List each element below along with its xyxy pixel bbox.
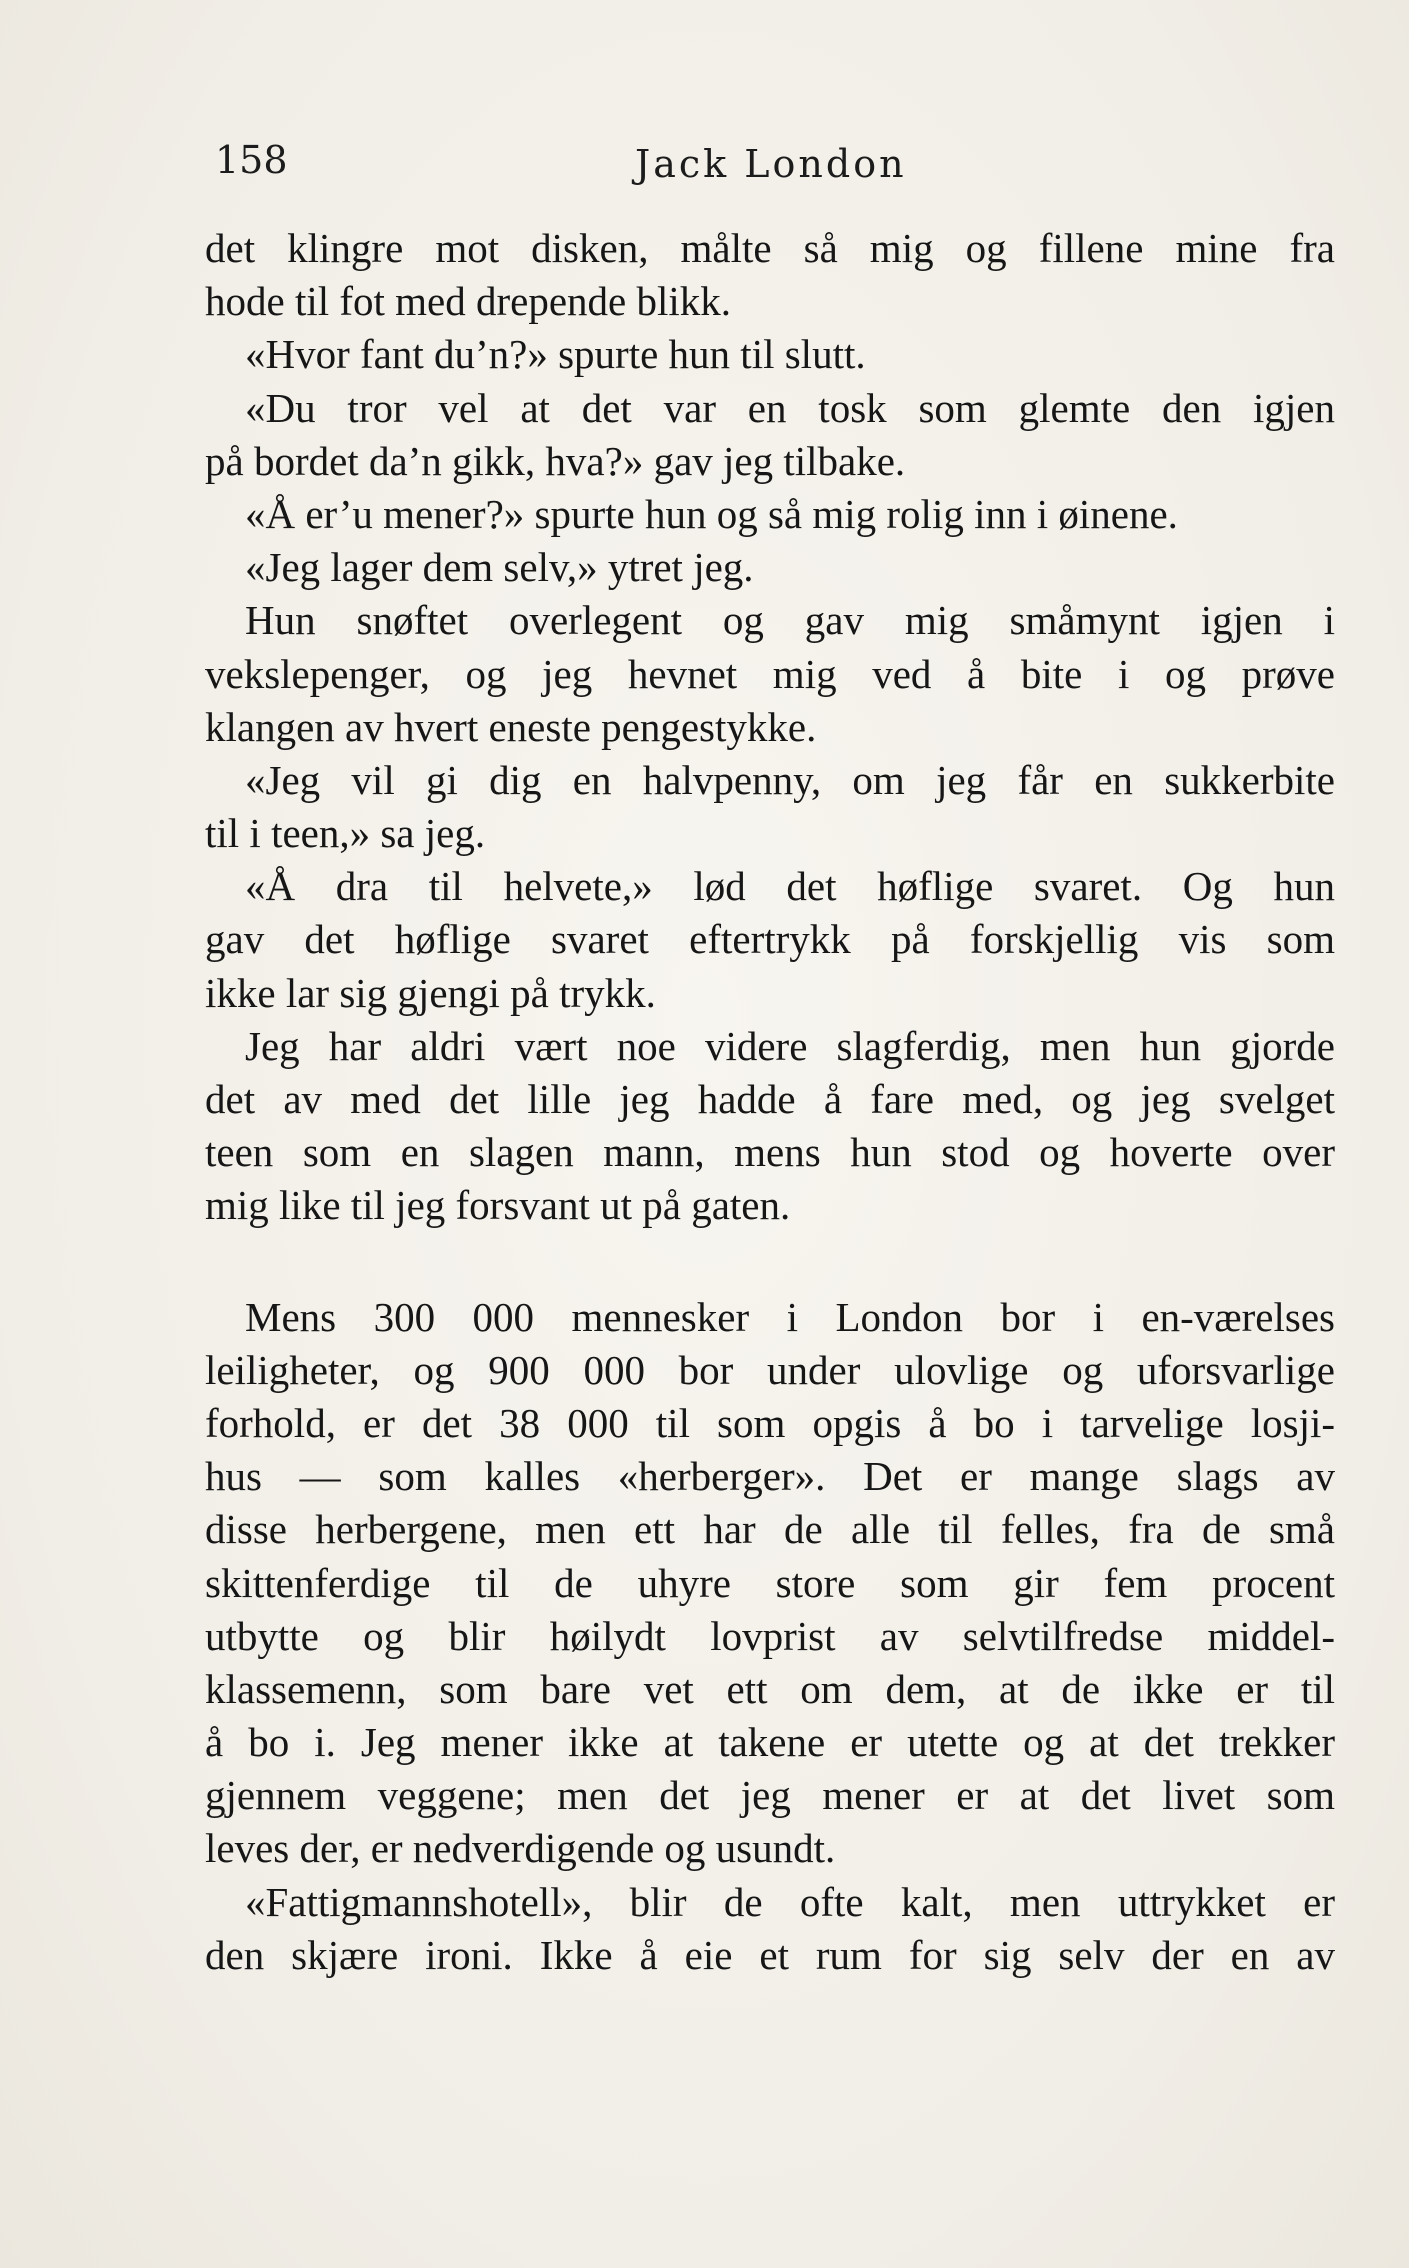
page-number: 158 bbox=[215, 138, 288, 182]
body-text bbox=[205, 222, 1335, 1982]
text-line: Hun snøftet overlegent og gav mig småmynt igjen i bbox=[245, 597, 1335, 644]
text-line: skittenferdige til de uhyre store som gir fem procent bbox=[205, 1559, 1335, 1606]
text-line: det klingre mot disken, målte så mig og fillene mine fra bbox=[205, 225, 1335, 271]
text-line: klassemenn, som bare vet ett om dem, at de ikke er til bbox=[205, 1665, 1335, 1712]
text-line: mig like til jeg forsvant ut på gaten. bbox=[205, 1182, 791, 1229]
text-line: «Fattigmannshotell», blir de ofte kalt, men uttrykket er bbox=[245, 1878, 1335, 1925]
text-line: klangen av hvert eneste pengestykke. bbox=[205, 703, 817, 750]
text-line: Jeg har aldri vært noe videre slagferdig, men hun gjorde bbox=[245, 1022, 1335, 1069]
text-line: disse herbergene, men ett har de alle til felles, fra de små bbox=[205, 1506, 1335, 1553]
text-line: det av med det lille jeg hadde å fare med, og jeg svelget bbox=[205, 1076, 1335, 1122]
text-line: «Jeg lager dem selv,» ytret jeg. bbox=[245, 544, 754, 591]
text-line: «Du tror vel at det var en tosk som glemte den igjen bbox=[245, 384, 1335, 431]
running-head: Jack London bbox=[635, 142, 907, 186]
text-line: forhold, er det 38 000 til som opgis å bo i tarvelige losji- bbox=[205, 1399, 1335, 1446]
text-line: ikke lar sig gjengi på trykk. bbox=[205, 969, 656, 1016]
text-line: på bordet da’n gikk, hva?» gav jeg tilbake. bbox=[205, 437, 906, 484]
text-line: utbytte og blir høilydt lovprist av selvtilfredse middel- bbox=[205, 1612, 1335, 1659]
text-line: leiligheter, og 900 000 bor under ulovlige og uforsvarlige bbox=[205, 1346, 1335, 1393]
text-line: «Jeg vil gi dig en halvpenny, om jeg får en sukkerbite bbox=[245, 756, 1335, 803]
text-line: leves der, er nedverdigende og usundt. bbox=[205, 1825, 836, 1872]
text-line: gav det høflige svaret eftertrykk på forskjellig vis som bbox=[205, 916, 1335, 963]
text-line: å bo i. Jeg mener ikke at takene er utette og at det trekker bbox=[205, 1719, 1335, 1766]
text-line: vekslepenger, og jeg hevnet mig ved å bite i og prøve bbox=[205, 650, 1335, 697]
text-line: «Å er’u mener?» spurte hun og så mig rolig inn i øinene. bbox=[245, 490, 1178, 537]
text-line: den skjære ironi. Ikke å eie et rum for sig selv der en av bbox=[205, 1931, 1335, 1978]
text-line: teen som en slagen mann, mens hun stod og hoverte over bbox=[205, 1129, 1335, 1176]
text-line: gjennem veggene; men det jeg mener er at det livet som bbox=[205, 1772, 1335, 1819]
page-header bbox=[215, 138, 1335, 198]
text-line: «Å dra til helvete,» lød det høflige svaret. Og hun bbox=[245, 863, 1335, 910]
text-line: «Hvor fant du’n?» spurte hun til slutt. bbox=[245, 331, 866, 378]
text-line: hus — som kalles «herberger». Det er mange slags av bbox=[205, 1453, 1335, 1500]
text-line: til i teen,» sa jeg. bbox=[205, 810, 486, 857]
text-line: Mens 300 000 mennesker i London bor i en-værelses bbox=[245, 1293, 1335, 1340]
text-line: hode til fot med drepende blikk. bbox=[205, 278, 732, 325]
section-gap bbox=[205, 1233, 1335, 1291]
